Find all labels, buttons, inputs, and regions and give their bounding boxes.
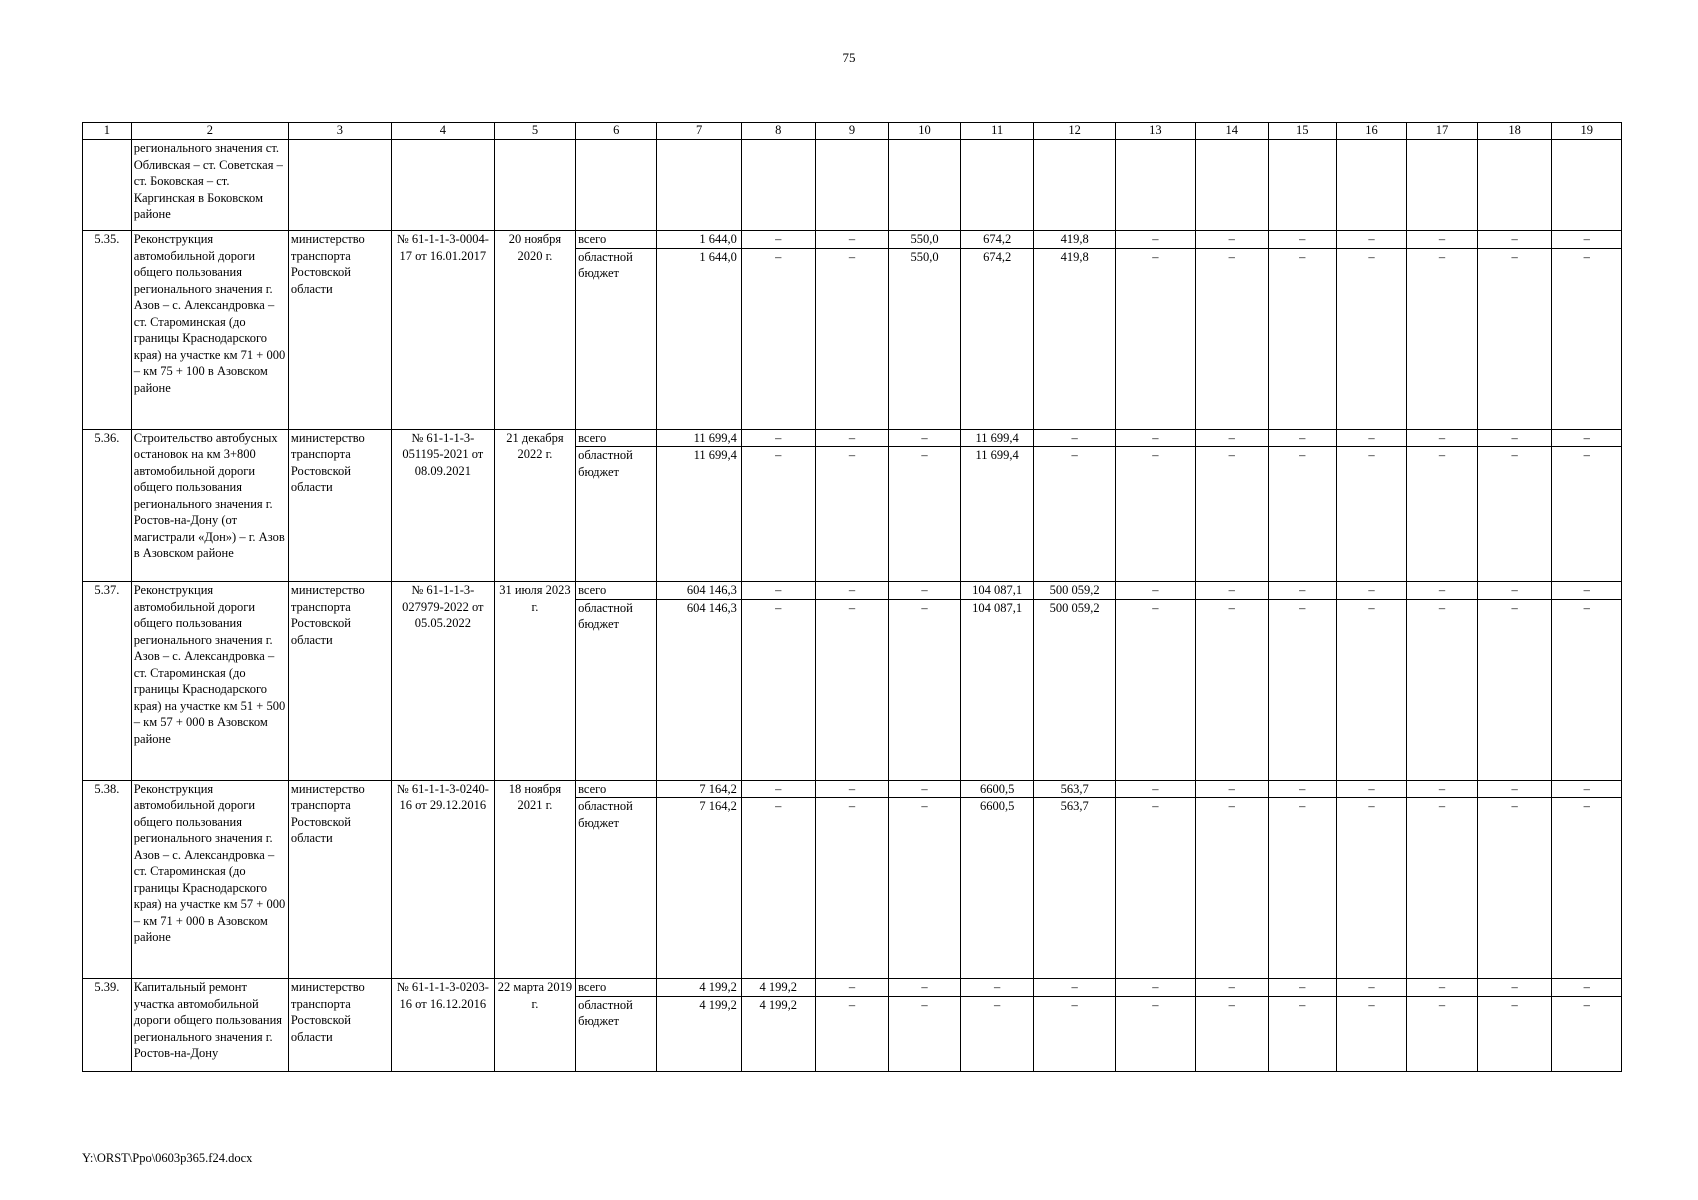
amount-cell: 11 699,4 [960,429,1034,447]
completion-date: 18 ноября 2021 г. [494,780,575,979]
funding-source: всего [576,231,657,249]
organization: министерство транспорта Ростовской области [288,582,391,781]
amount-cell: 674,2 [960,248,1034,429]
object-name: Реконструкция автомобильной дороги общего пользования регионального значения г. Азов – с. Александровка – ст. Староминская (до границы Краснодарского края) на участке км 71 + 000 – км 75 + 100 в Азовском районе [131,231,288,430]
amount-cell: – [889,429,961,447]
budget-table [82,122,1622,1072]
completion-date: 20 ноября 2020 г. [494,231,575,430]
cell-empty [960,140,1034,231]
amount-cell: – [815,599,889,780]
cell-empty [889,140,961,231]
amount-cell: 11 699,4 [657,447,742,582]
cell-empty [391,140,494,231]
amount-cell: – [1336,231,1406,249]
amount-cell: – [1407,248,1477,429]
column-number: 13 [1115,123,1195,140]
cell-empty [1034,140,1115,231]
column-number: 6 [576,123,657,140]
amount-cell: – [1268,447,1336,582]
amount-cell: – [741,599,815,780]
cell-empty [1115,140,1195,231]
amount-cell: – [1195,429,1268,447]
cell-empty [815,140,889,231]
row-number: 5.38. [83,780,132,979]
cell-empty [288,140,391,231]
continuation-text: регионального значения ст. Обливская – ст. Советская – ст. Боковская – ст. Каргинская в Боковском районе [131,140,288,231]
amount-cell: 104 087,1 [960,582,1034,600]
amount-cell: 7 164,2 [657,780,742,798]
cell-empty [741,140,815,231]
cell-empty [1336,140,1406,231]
amount-cell: – [1477,979,1552,997]
amount-cell: – [815,429,889,447]
amount-cell: – [889,582,961,600]
organization: министерство транспорта Ростовской области [288,429,391,582]
amount-cell: – [1477,996,1552,1071]
amount-cell: – [1195,780,1268,798]
amount-cell: – [889,996,961,1071]
amount-cell: – [1477,447,1552,582]
amount-cell: – [1407,780,1477,798]
amount-cell: – [1407,599,1477,780]
funding-source: областной бюджет [576,996,657,1071]
amount-cell: – [1195,582,1268,600]
cell-empty [1268,140,1336,231]
amount-cell: – [1195,798,1268,979]
funding-source: всего [576,429,657,447]
amount-cell: – [1336,599,1406,780]
amount-cell: – [815,248,889,429]
amount-cell: – [1552,599,1622,780]
amount-cell: 563,7 [1034,798,1115,979]
amount-cell: – [1336,798,1406,979]
amount-cell: – [1477,231,1552,249]
expertise-document: № 61-1-1-3-027979-2022 от 05.05.2022 [391,582,494,781]
amount-cell: – [1552,429,1622,447]
amount-cell: – [1336,429,1406,447]
amount-cell: 6600,5 [960,780,1034,798]
column-number: 17 [1407,123,1477,140]
amount-cell: – [1268,248,1336,429]
object-name: Капитальный ремонт участка автомобильной дороги общего пользования регионального значения г. Ростов-на-Дону [131,979,288,1072]
funding-source: областной бюджет [576,248,657,429]
cell-empty [1477,140,1552,231]
object-name: Реконструкция автомобильной дороги общего пользования регионального значения г. Азов – с. Александровка – ст. Староминская (до границы Краснодарского края) на участке км 51 + 500 – км 57 + 000 в Азовском районе [131,582,288,781]
funding-source: областной бюджет [576,798,657,979]
amount-cell: – [1336,979,1406,997]
completion-date: 22 марта 2019 г. [494,979,575,1072]
cell-empty [1195,140,1268,231]
amount-cell: 7 164,2 [657,798,742,979]
row-number: 5.37. [83,582,132,781]
amount-cell: – [815,447,889,582]
amount-cell: – [815,798,889,979]
amount-cell: 604 146,3 [657,582,742,600]
column-number: 9 [815,123,889,140]
completion-date: 31 июля 2023 г. [494,582,575,781]
amount-cell: 1 644,0 [657,248,742,429]
amount-cell: – [815,231,889,249]
cell-empty [1552,140,1622,231]
column-number: 3 [288,123,391,140]
amount-cell: – [1477,429,1552,447]
amount-cell: – [1268,979,1336,997]
column-number: 1 [83,123,132,140]
organization: министерство транспорта Ростовской области [288,979,391,1072]
amount-cell: – [960,979,1034,997]
amount-cell: – [960,996,1034,1071]
amount-cell: – [1552,231,1622,249]
amount-cell: 4 199,2 [741,996,815,1071]
amount-cell: – [815,979,889,997]
amount-cell: – [1034,979,1115,997]
amount-cell: – [741,798,815,979]
amount-cell: – [1552,979,1622,997]
amount-cell: – [1115,780,1195,798]
amount-cell: 674,2 [960,231,1034,249]
cell-empty [657,140,742,231]
amount-cell: – [1115,231,1195,249]
amount-cell: – [1115,979,1195,997]
amount-cell: – [1552,780,1622,798]
amount-cell: – [1268,798,1336,979]
amount-cell: – [1034,447,1115,582]
amount-cell: 604 146,3 [657,599,742,780]
cell-empty [494,140,575,231]
amount-cell: – [1115,582,1195,600]
amount-cell: – [1115,429,1195,447]
column-number: 10 [889,123,961,140]
amount-cell: 4 199,2 [741,979,815,997]
amount-cell: – [889,447,961,582]
amount-cell: – [1407,996,1477,1071]
amount-cell: – [1552,798,1622,979]
column-number: 19 [1552,123,1622,140]
table-row [83,780,1622,798]
amount-cell: – [1115,599,1195,780]
amount-cell: – [1195,599,1268,780]
cell-empty [83,140,132,231]
table-row [83,231,1622,249]
page-number: 75 [842,50,856,65]
amount-cell: – [1336,780,1406,798]
amount-cell: – [1407,798,1477,979]
amount-cell: 4 199,2 [657,996,742,1071]
amount-cell: 104 087,1 [960,599,1034,780]
amount-cell: – [1407,979,1477,997]
funding-source: всего [576,979,657,997]
amount-cell: – [1477,798,1552,979]
cell-empty [1407,140,1477,231]
amount-cell: 419,8 [1034,231,1115,249]
amount-cell: 563,7 [1034,780,1115,798]
amount-cell: – [1477,599,1552,780]
column-number: 5 [494,123,575,140]
amount-cell: – [1268,231,1336,249]
amount-cell: – [1477,582,1552,600]
amount-cell: – [741,231,815,249]
amount-cell: – [741,248,815,429]
amount-cell: – [1195,447,1268,582]
amount-cell: – [1115,447,1195,582]
expertise-document: № 61-1-1-3-051195-2021 от 08.09.2021 [391,429,494,582]
amount-cell: 500 059,2 [1034,599,1115,780]
column-number: 14 [1195,123,1268,140]
amount-cell: – [741,447,815,582]
amount-cell: – [815,582,889,600]
column-number: 8 [741,123,815,140]
funding-source: областной бюджет [576,447,657,582]
organization: министерство транспорта Ростовской области [288,231,391,430]
amount-cell: 11 699,4 [657,429,742,447]
amount-cell: – [1115,996,1195,1071]
amount-cell: – [741,429,815,447]
amount-cell: – [1336,248,1406,429]
column-number: 16 [1336,123,1406,140]
table-row [83,582,1622,600]
column-number: 7 [657,123,742,140]
object-name: Строительство автобусных остановок на км 3+800 автомобильной дороги общего пользования регионального значения г. Ростов-на-Дону (от магистрали «Дон») – г. Азов в Азовском районе [131,429,288,582]
amount-cell: – [1268,429,1336,447]
column-number: 4 [391,123,494,140]
amount-cell: – [1034,996,1115,1071]
amount-cell: – [1268,996,1336,1071]
amount-cell: – [815,996,889,1071]
amount-cell: – [1268,599,1336,780]
amount-cell: 4 199,2 [657,979,742,997]
amount-cell: – [889,780,961,798]
column-number: 2 [131,123,288,140]
amount-cell: – [1407,429,1477,447]
column-number: 18 [1477,123,1552,140]
amount-cell: – [1195,231,1268,249]
continuation-row [83,140,1622,231]
file-path-footer: Y:\ORST\Ppo\0603p365.f24.docx [82,1151,253,1165]
table-row [83,979,1622,997]
amount-cell: 500 059,2 [1034,582,1115,600]
amount-cell: – [1552,996,1622,1071]
amount-cell: 550,0 [889,248,961,429]
amount-cell: – [889,798,961,979]
amount-cell: – [1477,248,1552,429]
amount-cell: – [889,599,961,780]
amount-cell: 419,8 [1034,248,1115,429]
cell-empty [576,140,657,231]
amount-cell: – [1336,582,1406,600]
amount-cell: 6600,5 [960,798,1034,979]
expertise-document: № 61-1-1-3-0240-16 от 29.12.2016 [391,780,494,979]
amount-cell: – [1115,248,1195,429]
organization: министерство транспорта Ростовской области [288,780,391,979]
funding-source: всего [576,582,657,600]
object-name: Реконструкция автомобильной дороги общего пользования регионального значения г. Азов – с. Александровка – ст. Староминская (до границы Краснодарского края) на участке км 57 + 000 – км 71 + 000 в Азовском районе [131,780,288,979]
amount-cell: – [1268,582,1336,600]
amount-cell: 1 644,0 [657,231,742,249]
column-number-row [83,123,1622,140]
amount-cell: – [1552,447,1622,582]
row-number: 5.36. [83,429,132,582]
column-number: 11 [960,123,1034,140]
amount-cell: 11 699,4 [960,447,1034,582]
amount-cell: – [815,780,889,798]
expertise-document: № 61-1-1-3-0203-16 от 16.12.2016 [391,979,494,1072]
amount-cell: – [889,979,961,997]
amount-cell: – [1407,447,1477,582]
amount-cell: – [1195,248,1268,429]
table-row [83,429,1622,447]
amount-cell: – [1034,429,1115,447]
amount-cell: – [1477,780,1552,798]
column-number: 12 [1034,123,1115,140]
amount-cell: – [1336,447,1406,582]
amount-cell: – [1195,979,1268,997]
amount-cell: – [1407,582,1477,600]
amount-cell: – [1336,996,1406,1071]
amount-cell: – [1552,582,1622,600]
amount-cell: – [741,780,815,798]
funding-source: областной бюджет [576,599,657,780]
amount-cell: – [741,582,815,600]
completion-date: 21 декабря 2022 г. [494,429,575,582]
funding-source: всего [576,780,657,798]
amount-cell: – [1115,798,1195,979]
amount-cell: 550,0 [889,231,961,249]
expertise-document: № 61-1-1-3-0004-17 от 16.01.2017 [391,231,494,430]
column-number: 15 [1268,123,1336,140]
amount-cell: – [1195,996,1268,1071]
amount-cell: – [1268,780,1336,798]
row-number: 5.35. [83,231,132,430]
amount-cell: – [1552,248,1622,429]
row-number: 5.39. [83,979,132,1072]
amount-cell: – [1407,231,1477,249]
